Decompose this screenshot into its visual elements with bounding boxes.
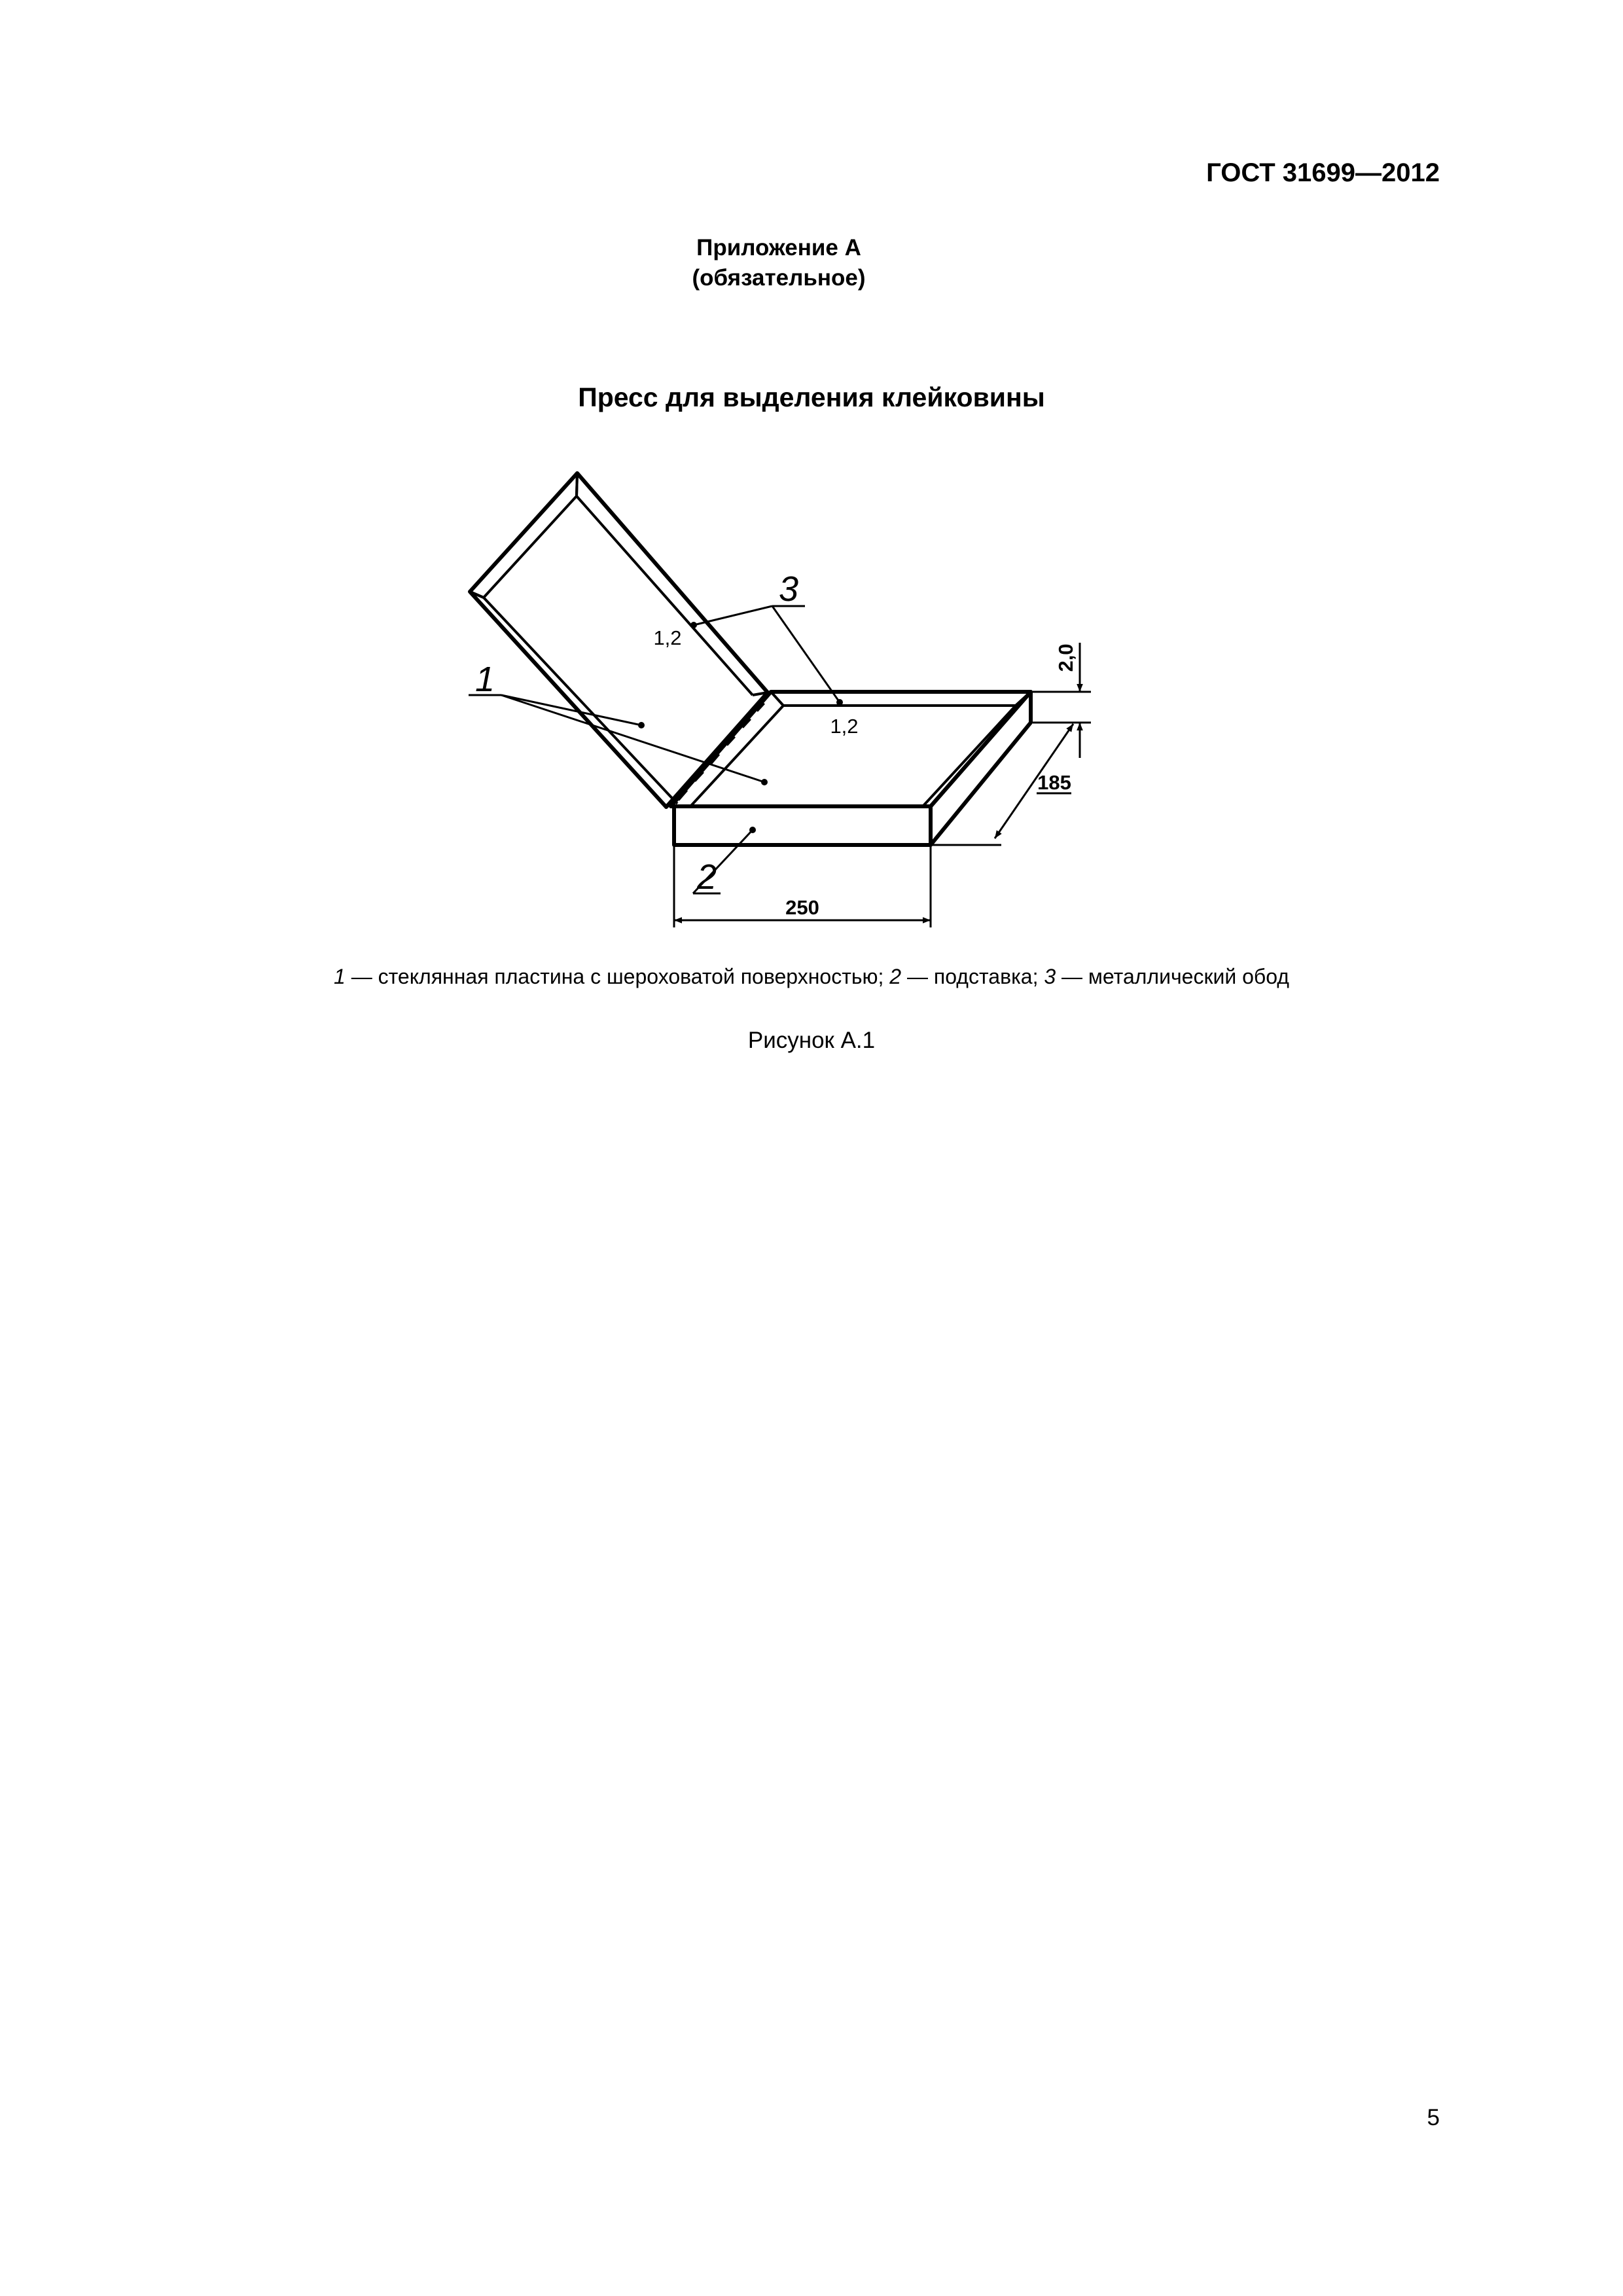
callout-3: 3 <box>778 569 799 609</box>
figure-caption: Рисунок А.1 <box>747 1028 876 1053</box>
legend-item1-num: 1 <box>334 965 346 988</box>
dim-label-rim-top: 1,2 <box>653 626 682 649</box>
press-drawing <box>0 0 1623 956</box>
legend-item3-num: 3 <box>1044 965 1056 988</box>
dim-label-rim-base: 1,2 <box>830 715 859 738</box>
standard-number: ГОСТ 31699—2012 <box>1206 158 1440 187</box>
callout-2: 2 <box>696 857 717 897</box>
dimension-lines <box>674 643 1091 927</box>
dim-label-depth: 185 <box>1037 771 1071 794</box>
dim-label-height: 2,0 <box>1054 643 1077 672</box>
legend-item1-text: — стеклянная пластина с шероховатой поверхностью; <box>345 965 890 988</box>
callout-1: 1 <box>474 660 495 699</box>
page-number: 5 <box>1427 2105 1440 2130</box>
legend-item2-text: — подставка; <box>901 965 1044 988</box>
appendix-status: (обязательное) <box>692 265 866 291</box>
lid-plate <box>470 473 768 807</box>
dim-label-length: 250 <box>785 896 819 919</box>
legend-item3-text: — металлический обод <box>1056 965 1289 988</box>
appendix-title: Приложение А <box>696 235 861 260</box>
legend-item2-num: 2 <box>889 965 902 988</box>
figure-legend <box>249 966 1374 987</box>
figure-title: Пресс для выделения клейковины <box>578 382 1045 412</box>
